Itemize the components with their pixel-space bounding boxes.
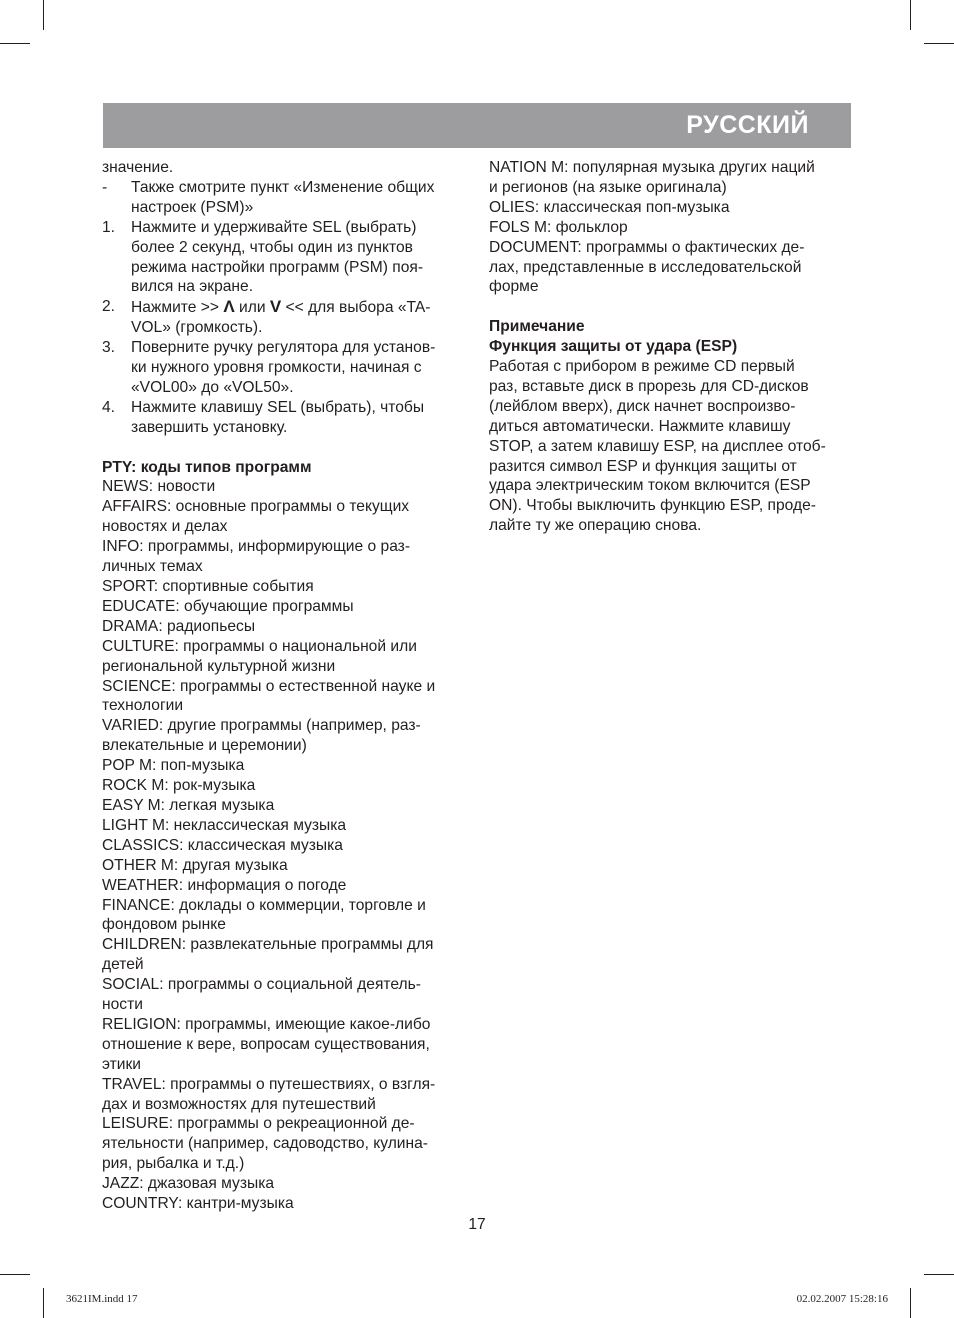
text-line: TRAVEL: программы о путешествиях, о взгля- bbox=[102, 1075, 436, 1093]
text-line: FINANCE: доклады о коммерции, торговле и bbox=[102, 896, 426, 914]
text-line: личных темах bbox=[102, 558, 203, 576]
text-line: VOL» (громкость). bbox=[131, 319, 263, 337]
text-line: рия, рыбалка и т.д.) bbox=[102, 1155, 245, 1173]
language-header-bar bbox=[103, 103, 851, 148]
text-line: AFFAIRS: основные программы о текущих bbox=[102, 498, 410, 516]
text-line: DRAMA: радиопьесы bbox=[102, 617, 256, 635]
text-line: региональной культурной жизни bbox=[102, 657, 336, 675]
step-item bbox=[102, 338, 464, 398]
text-line: вился на экране. bbox=[131, 278, 254, 296]
pty-heading: PTY: коды типов программ bbox=[102, 458, 312, 476]
slug-datetime: 02.02.2007 15:28:16 bbox=[796, 1293, 888, 1305]
text-line: OLIES: классическая поп-музыка bbox=[489, 198, 730, 216]
text-line: и регионов (на языке оригинала) bbox=[489, 178, 727, 196]
text-line: режима настройки программ (PSM) поя- bbox=[131, 258, 424, 276]
crop-mark bbox=[924, 1274, 954, 1275]
step-text bbox=[131, 297, 464, 338]
step-text bbox=[131, 218, 464, 298]
text-line: WEATHER: информация о погоде bbox=[102, 876, 347, 894]
language-title: РУССКИЙ bbox=[686, 111, 809, 139]
pty-list bbox=[102, 477, 464, 1214]
step-number: 3. bbox=[102, 339, 116, 357]
text-line: EDUCATE: обучающие программы bbox=[102, 597, 354, 615]
arrow-up-icon: Λ bbox=[223, 297, 235, 317]
text-line: NATION M: популярная музыка других наций bbox=[489, 159, 815, 176]
text-line: Поверните ручку регулятора для установ- bbox=[131, 339, 436, 357]
step-number: 2. bbox=[102, 298, 116, 316]
text-line bbox=[131, 297, 464, 318]
step-item bbox=[102, 398, 464, 438]
text-line: этики bbox=[102, 1055, 141, 1073]
text-line: CLASSICS: классическая музыка bbox=[102, 836, 343, 854]
text-line: CHILDREN: развлекательные программы для bbox=[102, 936, 434, 954]
step-text bbox=[131, 398, 464, 438]
text-line: SOCIAL: программы о социальной деятель- bbox=[102, 976, 421, 994]
text-line: ки нужного уровня громкости, начиная с bbox=[131, 359, 422, 377]
arrow-down-icon: V bbox=[269, 297, 282, 317]
text-line: лах, представленные в исследовательской bbox=[489, 258, 802, 276]
right-column bbox=[489, 158, 851, 536]
spacer bbox=[102, 438, 464, 458]
crop-mark bbox=[43, 0, 44, 30]
text-line: FOLS M: фольклор bbox=[489, 218, 628, 236]
text-line: форме bbox=[489, 278, 539, 296]
text-line: ности bbox=[102, 996, 143, 1014]
text-line: ROCK M: рок-музыка bbox=[102, 777, 256, 795]
crop-mark bbox=[910, 0, 911, 30]
crop-mark bbox=[0, 1274, 30, 1275]
text-line: Нажмите и удерживайте SEL (выбрать) bbox=[131, 218, 417, 236]
text-line: EASY M: легкая музыка bbox=[102, 796, 275, 814]
text-line: лайте ту же операцию снова. bbox=[489, 517, 702, 535]
text-line: Работая с прибором в режиме CD первый bbox=[489, 358, 795, 376]
page-number: 17 bbox=[468, 1216, 486, 1233]
text-line: технологии bbox=[102, 697, 184, 715]
list-item-text bbox=[131, 178, 464, 218]
text-line: завершить установку. bbox=[131, 418, 288, 436]
crop-mark bbox=[0, 43, 30, 44]
text-line: новостях и делах bbox=[102, 518, 228, 536]
text-line: дах и возможностях для путешествий bbox=[102, 1095, 376, 1113]
spacer bbox=[489, 297, 851, 317]
text-line: диться автоматически. Нажмите клавишу bbox=[489, 417, 791, 435]
text-line: LEISURE: программы о рекреационной де- bbox=[102, 1115, 415, 1133]
text-line: Также смотрите пункт «Изменение общих bbox=[131, 178, 435, 196]
text-line: удара электрическим током включится (ESP bbox=[489, 477, 811, 495]
list-marker: - bbox=[102, 178, 108, 196]
crop-mark bbox=[43, 1288, 44, 1318]
left-column bbox=[102, 158, 464, 1214]
text-line: (лейблом вверх), диск начнет воспроизво- bbox=[489, 397, 796, 415]
esp-heading: Функция защиты от удара (ESP) bbox=[489, 338, 738, 356]
text-line: CULTURE: программы о национальной или bbox=[102, 637, 417, 655]
text-line: NEWS: новости bbox=[102, 478, 216, 496]
dash-list-item bbox=[102, 178, 464, 218]
text-fragment: Нажмите >> bbox=[131, 299, 224, 317]
text-line: SPORT: спортивные события bbox=[102, 578, 314, 596]
text-line: влекательные и церемонии) bbox=[102, 737, 307, 755]
text-line: JAZZ: джазовая музыка bbox=[102, 1175, 275, 1193]
text-line: более 2 секунд, чтобы один из пунктов bbox=[131, 238, 413, 256]
text-line: разится символ ESP и функция защиты от bbox=[489, 457, 797, 475]
esp-paragraph bbox=[489, 357, 851, 536]
text-line: детей bbox=[102, 956, 144, 974]
text-line: Нажмите клавишу SEL (выбрать), чтобы bbox=[131, 398, 425, 416]
pty-list-continued bbox=[489, 158, 851, 297]
step-number: 1. bbox=[102, 218, 116, 236]
text-line: ON). Чтобы выключить функцию ESP, проде- bbox=[489, 497, 816, 515]
note-heading: Примечание bbox=[489, 318, 585, 336]
step-text bbox=[131, 338, 464, 398]
text-line: «VOL00» до «VOL50». bbox=[131, 378, 294, 396]
text-fragment: или bbox=[234, 299, 270, 317]
text-line: OTHER M: другая музыка bbox=[102, 856, 288, 874]
step-item bbox=[102, 218, 464, 298]
step-number: 4. bbox=[102, 398, 116, 416]
text-line: COUNTRY: кантри-музыка bbox=[102, 1195, 294, 1213]
text-line: DOCUMENT: программы о фактических де- bbox=[489, 238, 805, 256]
text-line: настроек (PSM)» bbox=[131, 198, 254, 216]
text-line: RELIGION: программы, имеющие какое-либо bbox=[102, 1015, 431, 1033]
intro-text: значение. bbox=[102, 159, 174, 176]
crop-mark bbox=[910, 1288, 911, 1318]
text-line: фондовом рынке bbox=[102, 916, 226, 934]
text-line: SCIENCE: программы о естественной науке и bbox=[102, 677, 436, 695]
crop-mark bbox=[924, 43, 954, 44]
text-line: раз, вставьте диск в прорезь для CD-дисков bbox=[489, 377, 809, 395]
text-line: LIGHT M: неклассическая музыка bbox=[102, 816, 347, 834]
slug-file: 3621IM.indd 17 bbox=[66, 1293, 138, 1305]
text-line: ятельности (например, садоводство, кулина- bbox=[102, 1135, 428, 1153]
text-fragment: << для выбора «TA- bbox=[281, 299, 431, 317]
text-line: отношение к вере, вопросам существования, bbox=[102, 1035, 430, 1053]
step-item bbox=[102, 297, 464, 338]
text-line: POP M: поп-музыка bbox=[102, 757, 245, 775]
text-line: INFO: программы, информирующие о раз- bbox=[102, 538, 411, 556]
text-line: STOP, а затем клавишу ESP, на дисплее отоб- bbox=[489, 437, 826, 455]
text-line: VARIED: другие программы (например, раз- bbox=[102, 717, 421, 735]
